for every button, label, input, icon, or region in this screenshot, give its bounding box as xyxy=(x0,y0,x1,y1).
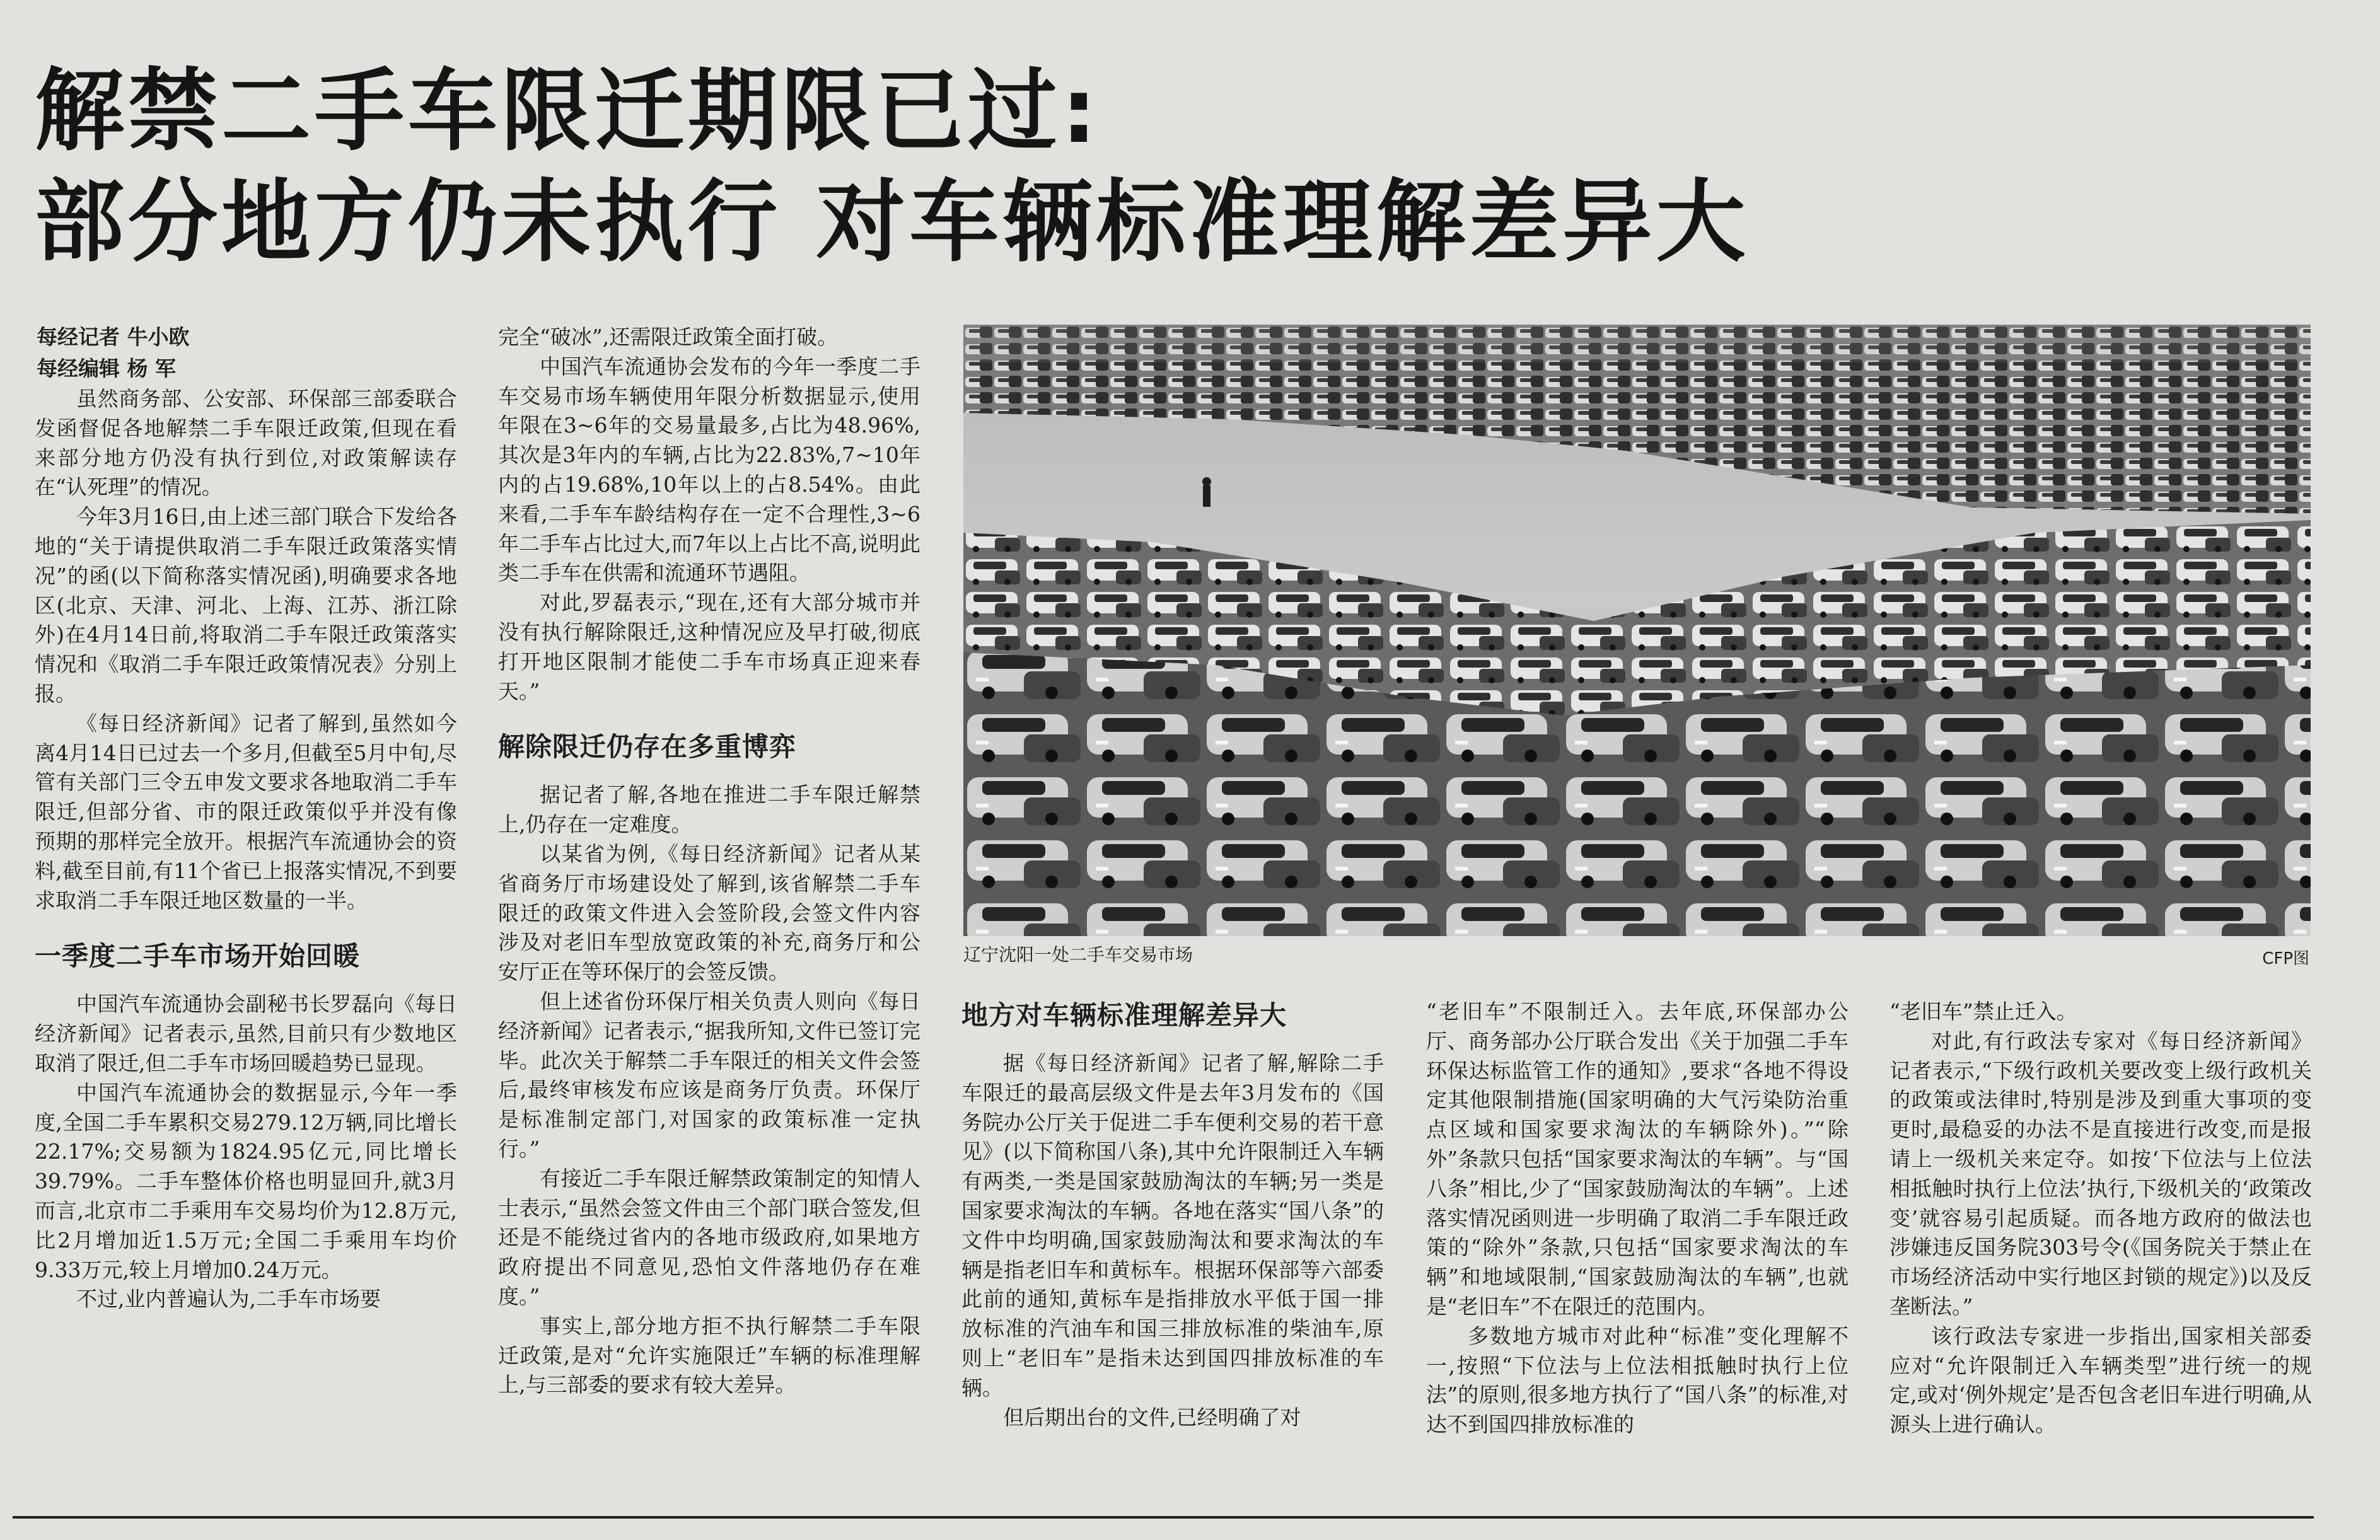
article-column-2 xyxy=(498,323,920,1400)
paragraph: 多数地方城市对此种“标准”变化理解不一,按照“下位法与上位法相抵触时执行上位法”的原则,很多地方执行了“国八条”的标准,对达不到国四排放标准的 xyxy=(1426,1323,1849,1437)
paragraph: 《每日经济新闻》记者了解到,虽然如今离4月14日已过去一个多月,但截至5月中旬,尽管有关部门三令五申发文要求各地取消二手车限迁,但部分省、市的限迁政策似乎并没有像预期的那样完全放开。根据汽车流通协会的资料,截至目前,有11个省已上报落实情况,不到要求取消二手车限迁地区数量的一半。 xyxy=(35,710,457,913)
paragraph: 但上述省份环保厅相关负责人则向《每日经济新闻》记者表示,“据我所知,文件已签订完毕。此次关于解禁二手车限迁的相关文件会签后,最终审核发布应该是商务厅负责。环保厅是标准制定部门,对国家的政策标准一定执行。” xyxy=(498,988,920,1161)
parking-lot-photo xyxy=(963,325,2311,936)
article-column-3 xyxy=(961,997,1384,1432)
paragraph: 事实上,部分地方拒不执行解禁二手车限迁政策,是对“允许实施限迁”车辆的标准理解上,与三部委的要求有较大差异。 xyxy=(498,1313,920,1398)
section-heading: 一季度二手车市场开始回暖 xyxy=(35,941,361,972)
article-column-5 xyxy=(1889,997,2312,1440)
paragraph: 据《每日经济新闻》记者了解,解除二手车限迁的最高层级文件是去年3月发布的《国务院办公厅关于促进二手车便利交易的若干意见》(以下简称国八条),其中允许限制迁入车辆有两类,一类是国家鼓励淘汰的车辆;另一类是国家要求淘汰的车辆。各地在落实“国八条”的文件中均明确,国家鼓励淘汰和要求淘汰的车辆是指老旧车和黄标车。根据环保部等六部委此前的通知,黄标车是指排放水平低于国一排放标准的汽油车和国三排放标准的柴油车,原则上“老旧车”是指未达到国四排放标准的车辆。 xyxy=(961,1051,1384,1400)
byline-reporter: 每经记者 牛小欧 xyxy=(37,325,190,349)
paragraph: 不过,业内普遍认为,二手车市场要 xyxy=(76,1287,381,1312)
paragraph: 以某省为例,《每日经济新闻》记者从某省商务厅市场建设处了解到,该省解禁二手车限迁的政策文件进入会签阶段,会签文件内容涉及对老旧车型放宽政策的补充,商务厅和公安厅正在等环保厅的会签反馈。 xyxy=(498,841,920,985)
article-column-4 xyxy=(1426,997,1849,1440)
paragraph: “老旧车”禁止迁入。 xyxy=(1889,999,2077,1024)
headline-line-1: 解禁二手车限迁期限已过: xyxy=(35,59,1101,163)
paragraph: 今年3月16日,由上述三部门联合下发给各地的“关于请提供取消二手车限迁政策落实情况”的函(以下简称落实情况函),明确要求各地区(北京、天津、河北、上海、江苏、浙江除外)在4月14日前,将取消二手车限迁政策落实情况和《取消二手车限迁政策情况表》分别上报。 xyxy=(35,504,457,706)
section-heading: 解除限迁仍存在多重博弈 xyxy=(498,731,797,763)
paragraph: 对此,有行政法专家对《每日经济新闻》记者表示,“下级行政机关要改变上级行政机关的政策或法律时,特别是涉及到重大事项的变更时,最稳妥的办法不是直接进行改变,而是报请上一级机关来定夺。如按‘下位法与上位法相抵触时执行上位法’执行,下级机关的‘政策改变’就容易引起质疑。而各地方政府的做法也涉嫌违反国务院303号令(《国务院关于禁止在市场经济活动中实行地区封锁的规定》)以及反垄断法。” xyxy=(1889,1028,2312,1319)
byline-editor: 每经编辑 杨 军 xyxy=(37,356,176,381)
section-heading: 地方对车辆标准理解差异大 xyxy=(961,1000,1287,1031)
paragraph: 中国汽车流通协会副秘书长罗磊向《每日经济新闻》记者表示,虽然,目前只有少数地区取消了限迁,但二手车市场回暖趋势已显现。 xyxy=(35,992,457,1075)
paragraph: 虽然商务部、公安部、环保部三部委联合发函督促各地解禁二手车限迁政策,但现在看来部分地方仍没有执行到位,对政策解读存在“认死理”的情况。 xyxy=(35,386,457,500)
pedestrian-figure xyxy=(1202,477,1211,507)
bottom-rule xyxy=(13,1516,2314,1519)
paragraph: 据记者了解,各地在推进二手车限迁解禁上,仍存在一定难度。 xyxy=(498,782,920,837)
paragraph: 该行政法专家进一步指出,国家相关部委应对“允许限制迁入车辆类型”进行统一的规定,或对‘例外规定’是否包含老旧车进行明确,从源头上进行确认。 xyxy=(1889,1323,2312,1437)
paragraph: 完全“破冰”,还需限迁政策全面打破。 xyxy=(498,325,839,349)
paragraph: 但后期出台的文件,已经明确了对 xyxy=(1003,1404,1301,1430)
photo-credit: CFP图 xyxy=(2262,949,2309,968)
photo-caption: 辽宁沈阳一处二手车交易市场 xyxy=(963,944,1193,965)
paragraph: 对此,罗磊表示,“现在,还有大部分城市并没有执行解除限迁,这种情况应及早打破,彻底打开地区限制才能使二手车市场真正迎来春天。” xyxy=(498,590,920,703)
byline xyxy=(37,321,190,385)
paragraph: 有接近二手车限迁解禁政策制定的知情人士表示,“虽然会签文件由三个部门联合签发,但还是不能绕过省内的各地市级政府,如果地方政府提出不同意见,恐怕文件落地仍存在难度。” xyxy=(498,1166,920,1309)
article-column-1 xyxy=(35,385,457,1314)
paragraph: 中国汽车流通协会的数据显示,今年一季度,全国二手车累积交易279.12万辆,同比增长22.17%;交易额为1824.95亿元,同比增长39.79%。二手车整体价格也明显回升,就3月而言,北京市二手乘用车交易均价为12.8万元,比2月增加近1.5万元;全国二手乘用车均价9.33万元,较上月增加0.24万元。 xyxy=(35,1080,457,1282)
paragraph: 中国汽车流通协会发布的今年一季度二手车交易市场车辆使用年限分析数据显示,使用年限在3~6年的交易量最多,占比为48.96%,其次是3年内的车辆,占比为22.83%,7~10年内的占19.68%,10年以上的占8.54%。由此来看,二手车车龄结构存在一定不合理性,3~6年二手车占比过大,而7年以上占比不高,说明此类二手车在供需和流通环节遇阻。 xyxy=(498,354,920,586)
headline-line-2: 部分地方仍未执行 对车辆标准理解差异大 xyxy=(35,170,1750,274)
paragraph: “老旧车”不限制迁入。去年底,环保部办公厅、商务部办公厅联合发出《关于加强二手车环保达标监管工作的通知》,要求“各地不得设定其他限制措施(国家明确的大气污染防治重点区域和国家要求淘汰的车辆除外)。”“除外”条款只包括“国家要求淘汰的车辆”。与“国八条”相比,少了“国家鼓励淘汰的车辆”。上述落实情况函则进一步明确了取消二手车限迁政策的“除外”条款,只包括“国家要求淘汰的车辆”和地域限制,“国家鼓励淘汰的车辆”,也就是“老旧车”不在限迁的范围内。 xyxy=(1426,999,1849,1319)
